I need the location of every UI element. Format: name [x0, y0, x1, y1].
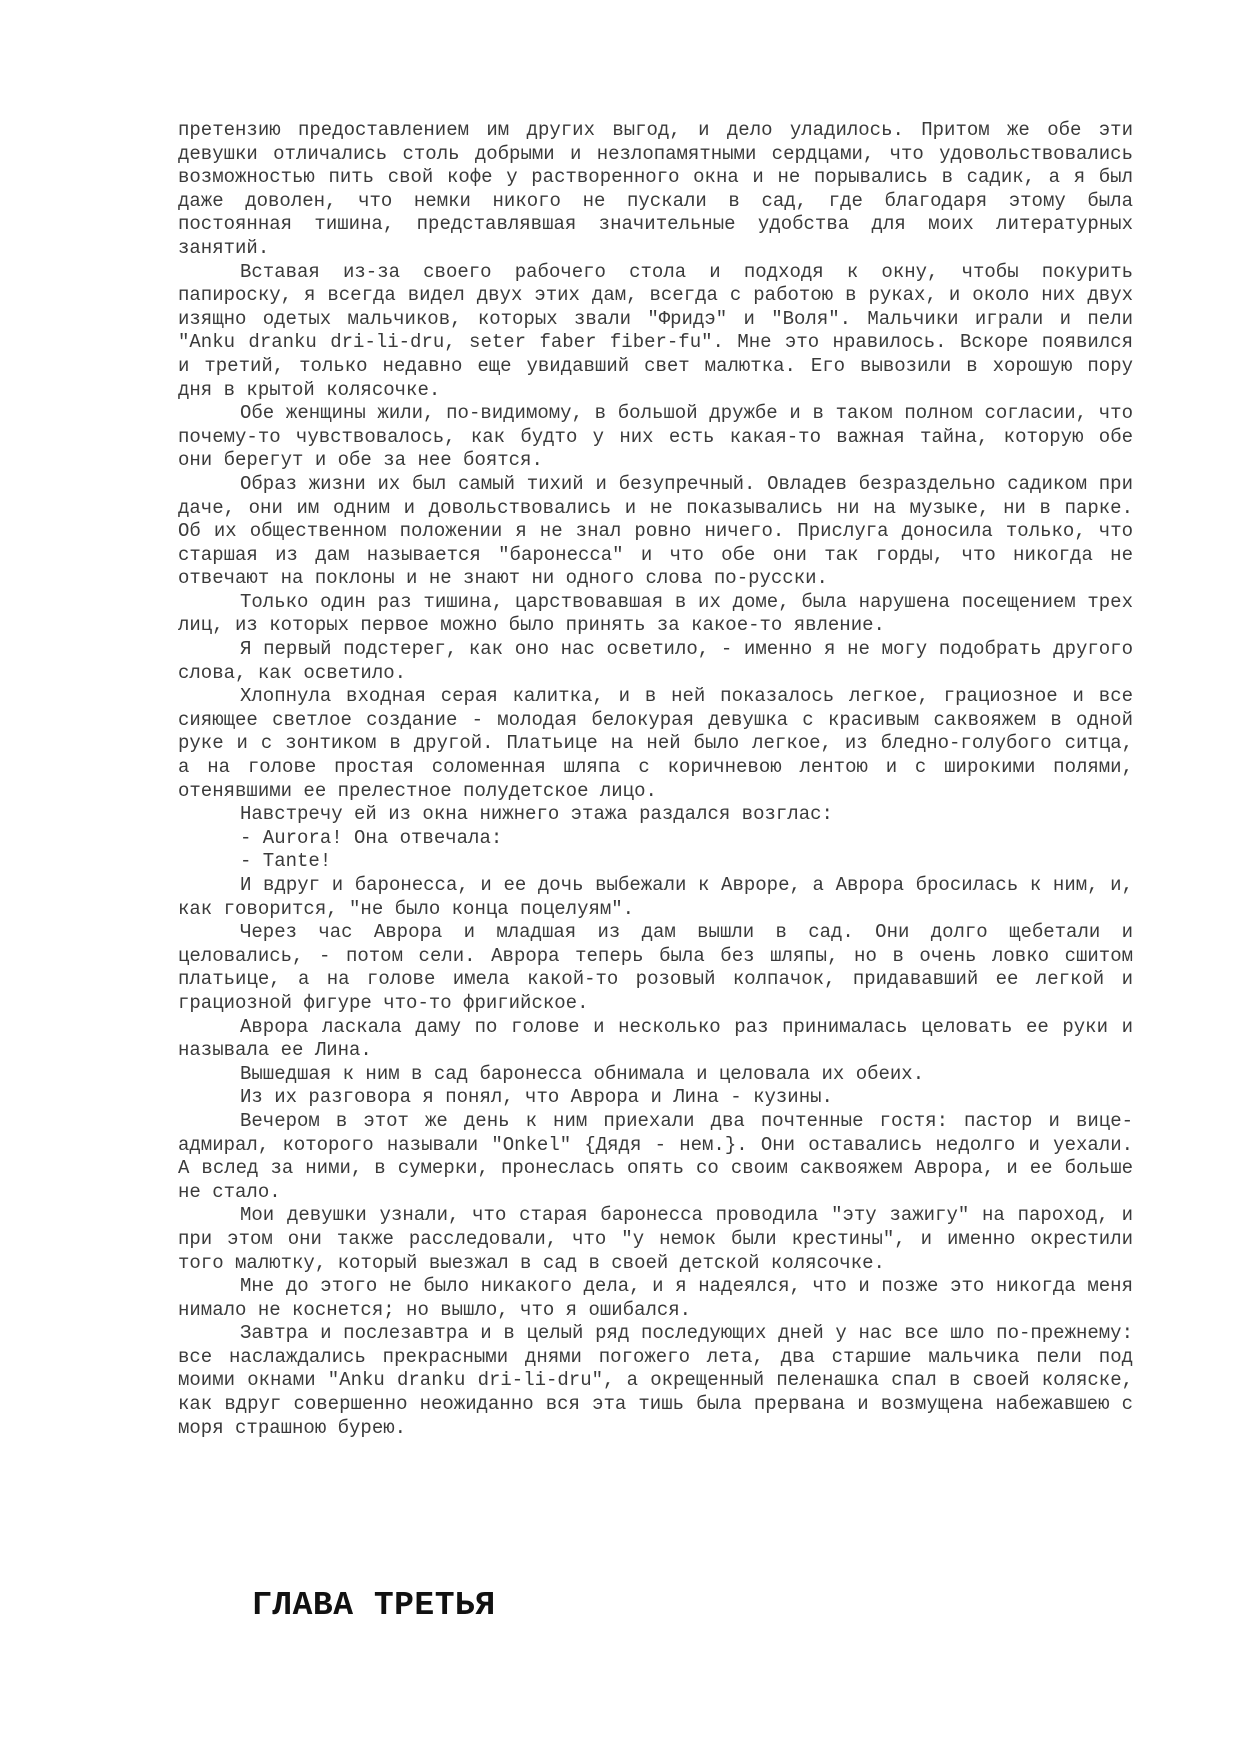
paragraph-7: Хлопнула входная серая калитка, и в ней показалось легкое, грациозное и все сияющее светлое создание - молодая белокурая девушка с красивым саквояжем в одной руке и с зонтиком в другой. Платьице на ней было легкое, из бледно-голубого ситца, а на голове простая соломенная шляпа с коричневою лентою и с широкими полями, отенявшими ее прелестное полудетское лицо. — [178, 685, 1133, 802]
paragraph-11: И вдруг и баронесса, и ее дочь выбежали к Авроре, а Аврора бросилась к ним, и, как говорится, "не было конца поцелуям". — [178, 874, 1133, 920]
paragraph-8: Навстречу ей из окна нижнего этажа раздался возглас: — [240, 803, 833, 826]
paragraph-1: претензию предоставлением им других выгод, и дело уладилось. Притом же обе эти девушки отличались столь добрыми и незлопамятными сердцами, что удовольствовались возможностью пить свой кофе у растворенного окна и не порывались в садик, а я был даже доволен, что немки никого не пускали в сад, где благодаря этому была постоянная тишина, представлявшая значительные удобства для моих литературных занятий. — [178, 119, 1133, 259]
paragraph-16: Вечером в этот же день к ним приехали два почтенные гостя: пастор и вице-адмирал, которого называли "Onkel" {Дядя - нем.}. Они оставались недолго и уехали. А вслед за ними, в сумерки, пронеслась опять со своим саквояжем Аврора, и ее больше не стало. — [178, 1109, 1133, 1203]
document-body — [178, 119, 1133, 1440]
paragraph-2: Вставая из-за своего рабочего стола и подходя к окну, чтобы покурить папироску, я всегда видел двух этих дам, всегда с работою в руках, и около них двух изящно одетых мальчиков, которых звали "Фридэ" и "Воля". Мальчики играли и пели "Anku dranku dri-li-dru, seter faber fiber-fu". Мне это нравилось. Вскоре появился и третий, только недавно еще увидавший свет малютка. Его вывозили в хорошую пору дня в крытой колясочке. — [178, 260, 1133, 401]
paragraph-10: - Tante! — [240, 850, 332, 873]
paragraph-19: Завтра и послезавтра и в целый ряд последующих дней у нас все шло по-прежнему: все наслаждались прекрасными днями погожего лета, два старшие мальчика пели под моими окнами "Anku dranku dri-li-dru", а окрещенный пеленашка спал в своей коляске, как вдруг совершенно неожиданно вся эта тишь была прервана и возмущена набежавшею с моря страшною бурею. — [178, 1322, 1133, 1439]
chapter-heading: ГЛАВА ТРЕТЬЯ — [252, 1587, 496, 1624]
paragraph-4: Образ жизни их был самый тихий и безупречный. Овладев безраздельно садиком при даче, они им одним и довольствовались и не показывались ни на музыке, ни в парке. Об их общественном положении я не знал ровно ничего. Прислуга доносила только, что старшая из дам называется "баронесса" и что обе они так горды, что никогда не отвечают на поклоны и не знают ни одного слова по-русски. — [178, 472, 1133, 590]
paragraph-17: Мои девушки узнали, что старая баронесса проводила "эту зажигу" на пароход, и при этом они также расследовали, что "у немок были крестины", и именно окрестили того малютку, который выезжал в сад в своей детской колясочке. — [178, 1204, 1133, 1274]
paragraph-5: Только один раз тишина, царствовавшая в их доме, была нарушена посещением трех лиц, из которых первое можно было принять за какое-то явление. — [178, 590, 1133, 637]
paragraph-9: - Aurora! Она отвечала: — [240, 826, 503, 849]
paragraph-3: Обе женщины жили, по-видимому, в большой дружбе и в таком полном согласии, что почему-то чувствовалось, как будто у них есть какая-то важная тайна, которую обе они берегут и обе за нее боятся. — [178, 402, 1133, 472]
paragraph-15: Из их разговора я понял, что Аврора и Лина - кузины. — [240, 1086, 833, 1109]
paragraph-14: Вышедшая к ним в сад баронесса обнимала и целовала их обеих. — [240, 1062, 925, 1085]
paragraph-6: Я первый подстерег, как оно нас осветило, - именно я не могу подобрать другого слова, как осветило. — [178, 638, 1133, 684]
paragraph-18: Мне до этого не было никакого дела, и я надеялся, что и позже это никогда меня нимало не коснется; но вышло, что я ошибался. — [178, 1275, 1133, 1321]
paragraph-13: Аврора ласкала даму по голове и несколько раз принималась целовать ее руки и называла ее Лина. — [178, 1015, 1133, 1062]
paragraph-12: Через час Аврора и младшая из дам вышли в сад. Они долго щебетали и целовались, - потом сели. Аврора теперь была без шляпы, но в очень ловко сшитом платьице, а на голове имела какой-то розовый колпачок, придававший ее легкой и грациозной фигуре что-то фригийское. — [178, 921, 1133, 1014]
